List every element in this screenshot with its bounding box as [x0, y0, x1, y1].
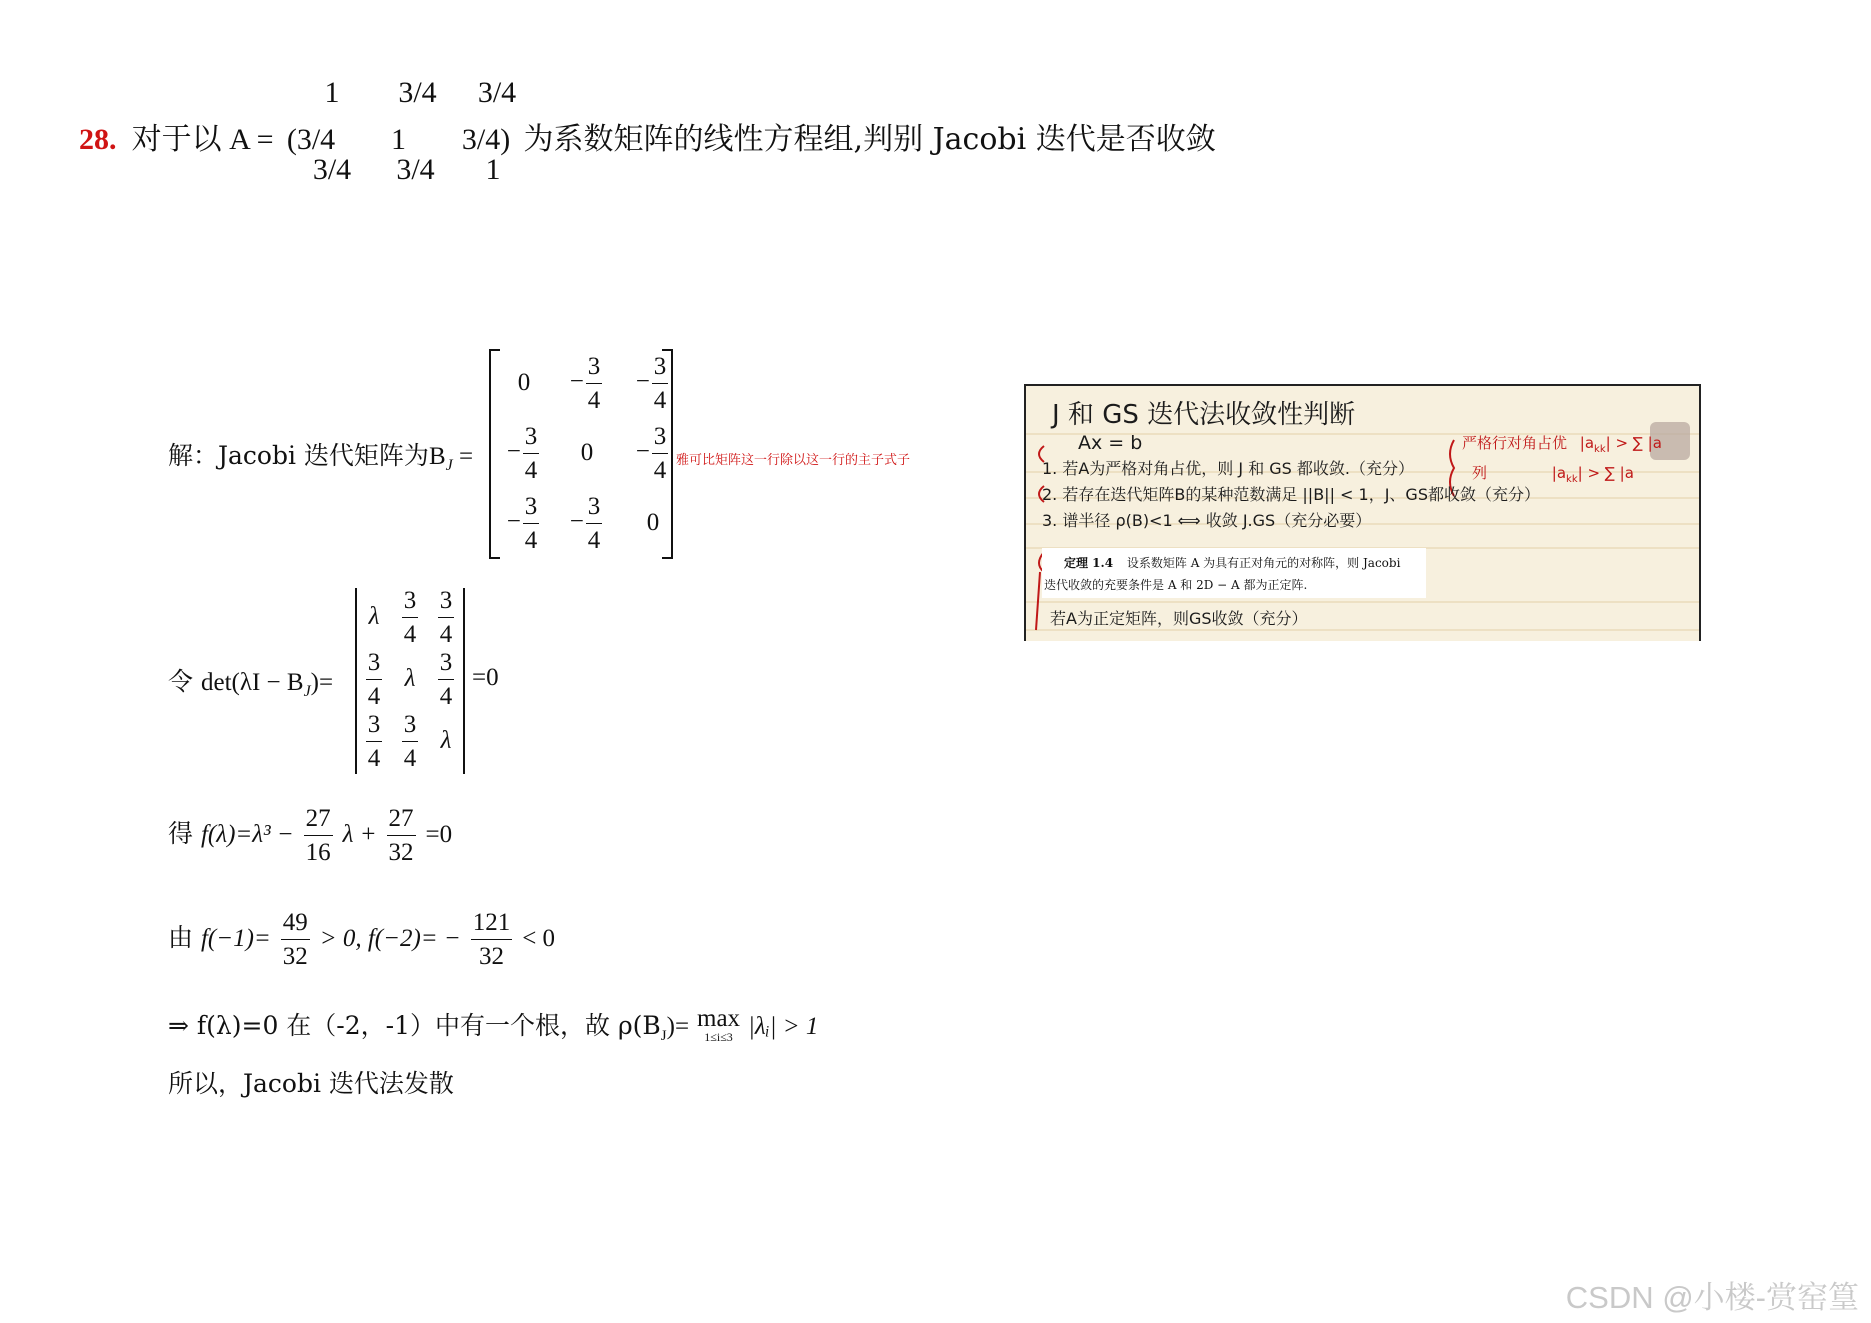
matrix-row-3 — [302, 153, 513, 187]
eval-mid: > 0, f(−2)= − — [319, 925, 461, 952]
radius-rhs: |λᵢ| > 1 — [748, 1013, 819, 1040]
max-word: max — [697, 1005, 741, 1032]
det-rhs: =0 — [472, 664, 499, 691]
bj-cell: − $\frac{3}{4}$ — [506, 492, 538, 554]
max-subscript: 1≤i≤3 — [704, 1030, 733, 1044]
matrix-cell: 1 — [391, 123, 407, 156]
solution-line-2 — [168, 662, 333, 701]
problem-line — [79, 114, 1216, 158]
solution-text: 得 — [168, 819, 194, 848]
solution-line-4 — [168, 910, 555, 969]
matrix-cell: 1 — [485, 153, 501, 186]
det-expression: det(λI − B — [200, 669, 304, 696]
bj-matrix-table — [494, 348, 686, 558]
fraction: $\frac{121}{32}$ — [472, 909, 511, 970]
bj-cell: 0 — [646, 509, 660, 536]
theorem-line-2: 迭代收敛的充要条件是 A 和 2D − A 都为正定阵. — [1044, 578, 1308, 592]
matrix-row-2 — [281, 123, 524, 156]
fraction: $\frac{27}{16}$ — [305, 805, 331, 866]
det-cell: λ — [440, 727, 452, 754]
poly-mid: λ + — [342, 821, 377, 848]
notes-side-sum: | > ∑ |a — [1605, 434, 1662, 452]
matrix-cell: (3/4 — [286, 123, 336, 156]
notes-item-1: 1. 若A为严格对角占优，则 J 和 GS 都收敛.（充分） — [1042, 459, 1415, 478]
bj-subscript: J — [445, 457, 453, 474]
radius-text: ⇒ f(λ)=0 在（-2，-1）中有一个根，故 ρ(B — [168, 1011, 661, 1040]
bj-cell: 0 — [580, 439, 594, 466]
theorem-text: 设系数矩阵 A 为具有正对角元的对称阵，则 Jacobi — [1126, 556, 1401, 570]
det-cell: $\frac{3}{4}$ — [367, 710, 381, 772]
problem-text-suffix: 为系数矩阵的线性方程组,判别 Jacobi 迭代是否收敛 — [523, 122, 1216, 157]
eval-rhs: < 0 — [522, 925, 556, 952]
theorem-snippet — [1042, 548, 1426, 598]
theorem-label: 定理 1.4 — [1064, 556, 1114, 570]
det-matrix-table — [356, 586, 464, 772]
problem-number: 28. — [79, 123, 117, 156]
det-cell: $\frac{3}{4}$ — [439, 586, 453, 648]
bj-cell: − $\frac{3}{4}$ — [635, 422, 667, 484]
matrix-cell: 3/4 — [312, 153, 352, 186]
notes-title: J 和 GS 迭代法收敛性判断 — [1052, 400, 1356, 430]
det-matrix — [356, 586, 464, 772]
bj-cell: − $\frac{3}{4}$ — [506, 422, 538, 484]
notes-side-sub: kk — [1594, 444, 1606, 455]
notes-item-4: 若A为正定矩阵，则GS收敛（充分） — [1050, 609, 1308, 628]
solution-text: 令 — [168, 667, 194, 696]
radius-mid: )= — [666, 1013, 690, 1040]
notes-side-sub: kk — [1566, 474, 1578, 485]
solution-text: 由 — [168, 923, 194, 952]
handwritten-notes-image — [1024, 384, 1701, 641]
det-cell: $\frac{3}{4}$ — [403, 710, 417, 772]
bj-label: B — [428, 443, 446, 470]
matrix-cell: 1 — [324, 76, 340, 109]
fraction: $\frac{27}{32}$ — [388, 805, 414, 866]
notes-item-3: 3. 谱半径 ρ(B)<1 ⟺ 收敛 J.GS（充分必要） — [1042, 511, 1372, 530]
poly-rhs: =0 — [425, 821, 453, 848]
matrix-cell: 3/4 — [396, 153, 435, 186]
det-cell: λ — [368, 603, 380, 630]
max-operator — [697, 1006, 740, 1043]
det-cell: λ — [404, 665, 416, 692]
notes-side-label: 严格行对角占优 — [1462, 434, 1568, 452]
eval-f1: f(−1)= — [200, 925, 271, 952]
notes-side-abs: |a — [1551, 464, 1567, 482]
notes-side-sum: | > ∑ |a — [1577, 464, 1634, 482]
det-cell: $\frac{3}{4}$ — [439, 648, 453, 710]
matrix-row-1 — [312, 76, 527, 110]
bj-cell: 0 — [517, 369, 531, 396]
solution-line-1: 解：Jacobi 迭代矩阵为$B_J$ = — [168, 441, 474, 474]
det-close: )= — [310, 669, 334, 696]
bj-cell: − $\frac{3}{4}$ — [569, 492, 601, 554]
fraction: $\frac{49}{32}$ — [282, 909, 308, 970]
poly-f: f(λ)=λ³ − — [200, 821, 294, 848]
bj-cell: − $\frac{3}{4}$ — [569, 352, 601, 414]
radius-subscript: J — [660, 1028, 667, 1044]
solution-text: 解：Jacobi 迭代矩阵为 — [168, 441, 429, 470]
det-subscript: J — [303, 683, 311, 700]
matrix-cell: 3/4) — [461, 123, 511, 156]
notes-item-2: 2. 若存在迭代矩阵B的某种范数满足 ||B|| < 1，J、GS都收敛（充分） — [1042, 485, 1540, 504]
notes-side-2 — [1472, 462, 1634, 485]
matrix-cell: 3/4 — [477, 76, 517, 109]
solution-line-3 — [168, 806, 452, 865]
solution-line-5 — [168, 1006, 818, 1045]
solution-line-6: 所以，Jacobi 迭代法发散 — [168, 1069, 454, 1098]
matrix-cell: 3/4 — [398, 76, 437, 109]
bj-cell: − $\frac{3}{4}$ — [635, 352, 667, 414]
notes-side-abs: |a — [1579, 434, 1595, 452]
notes-equation: Ax = b — [1078, 432, 1143, 454]
bj-matrix — [494, 348, 686, 558]
det-cell: $\frac{3}{4}$ — [367, 648, 381, 710]
watermark: CSDN @小楼-赏窑篁 — [1565, 1280, 1859, 1315]
notes-side-label: 列 — [1472, 464, 1488, 482]
theorem-line-1 — [1064, 554, 1400, 571]
problem-text-prefix: 对于以 A = — [131, 123, 282, 156]
notes-side-1 — [1462, 432, 1662, 455]
det-cell: $\frac{3}{4}$ — [403, 586, 417, 648]
red-annotation: 雅可比矩阵这一行除以这一行的主子式子 — [676, 453, 911, 468]
